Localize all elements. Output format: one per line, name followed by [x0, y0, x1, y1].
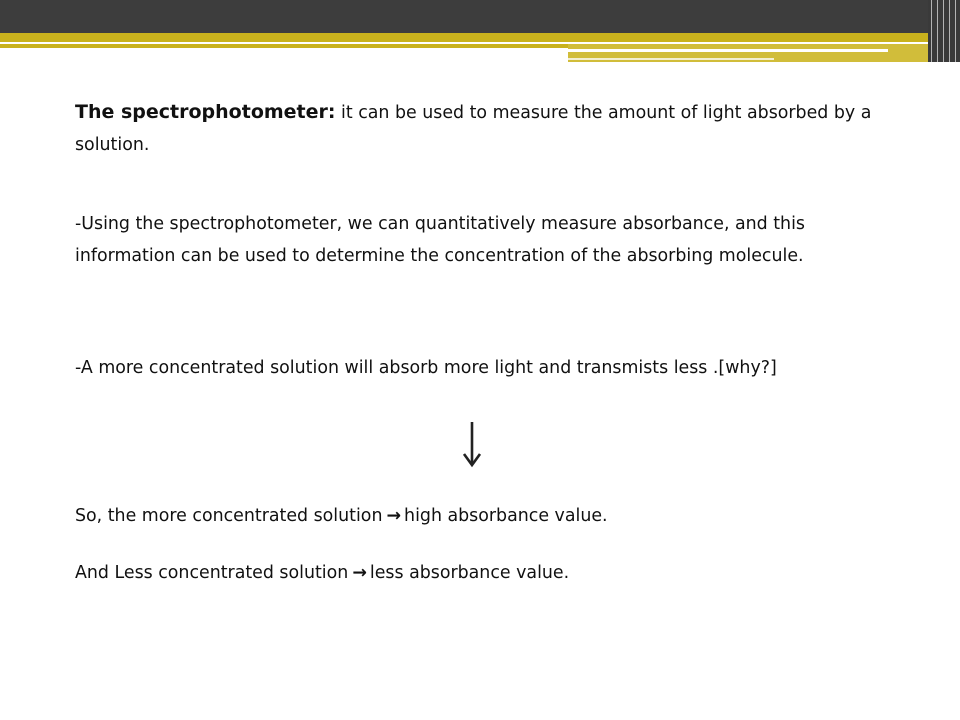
header-accent-line	[568, 58, 774, 60]
paragraph-text: And Less concentrated solution	[75, 563, 349, 583]
down-arrow-icon	[458, 420, 488, 468]
paragraph-text: it can be used to measure the amount of light absorbed by a solution.	[75, 103, 872, 155]
right-arrow-icon: →	[386, 506, 402, 526]
paragraph-concentration-absorption: -A more concentrated solution will absorb more light and transmists less .[why?]	[75, 358, 777, 378]
header-dark-band	[0, 0, 960, 33]
right-arrow-icon: →	[352, 563, 367, 583]
paragraph-low-absorbance	[75, 557, 905, 589]
paragraph-spectrophotometer-definition	[75, 96, 905, 161]
paragraph-heading: The spectrophotometer:	[75, 101, 336, 123]
paragraph-text: high absorbance value.	[404, 506, 608, 526]
header-gold-thin-band	[0, 44, 568, 48]
header-corner-stripes	[928, 0, 960, 62]
paragraph-text: less absorbance value.	[369, 563, 570, 583]
paragraph-text: So, the more concentrated solution	[75, 506, 383, 526]
paragraph-high-absorbance	[75, 500, 905, 532]
paragraph-absorbance-measurement: -Using the spectrophotometer, we can quantitatively measure absorbance, and this information can be used to determine the concentration of the absorbing molecule.	[75, 214, 805, 266]
header-gold-band	[0, 33, 960, 42]
header-accent-line	[568, 49, 888, 52]
